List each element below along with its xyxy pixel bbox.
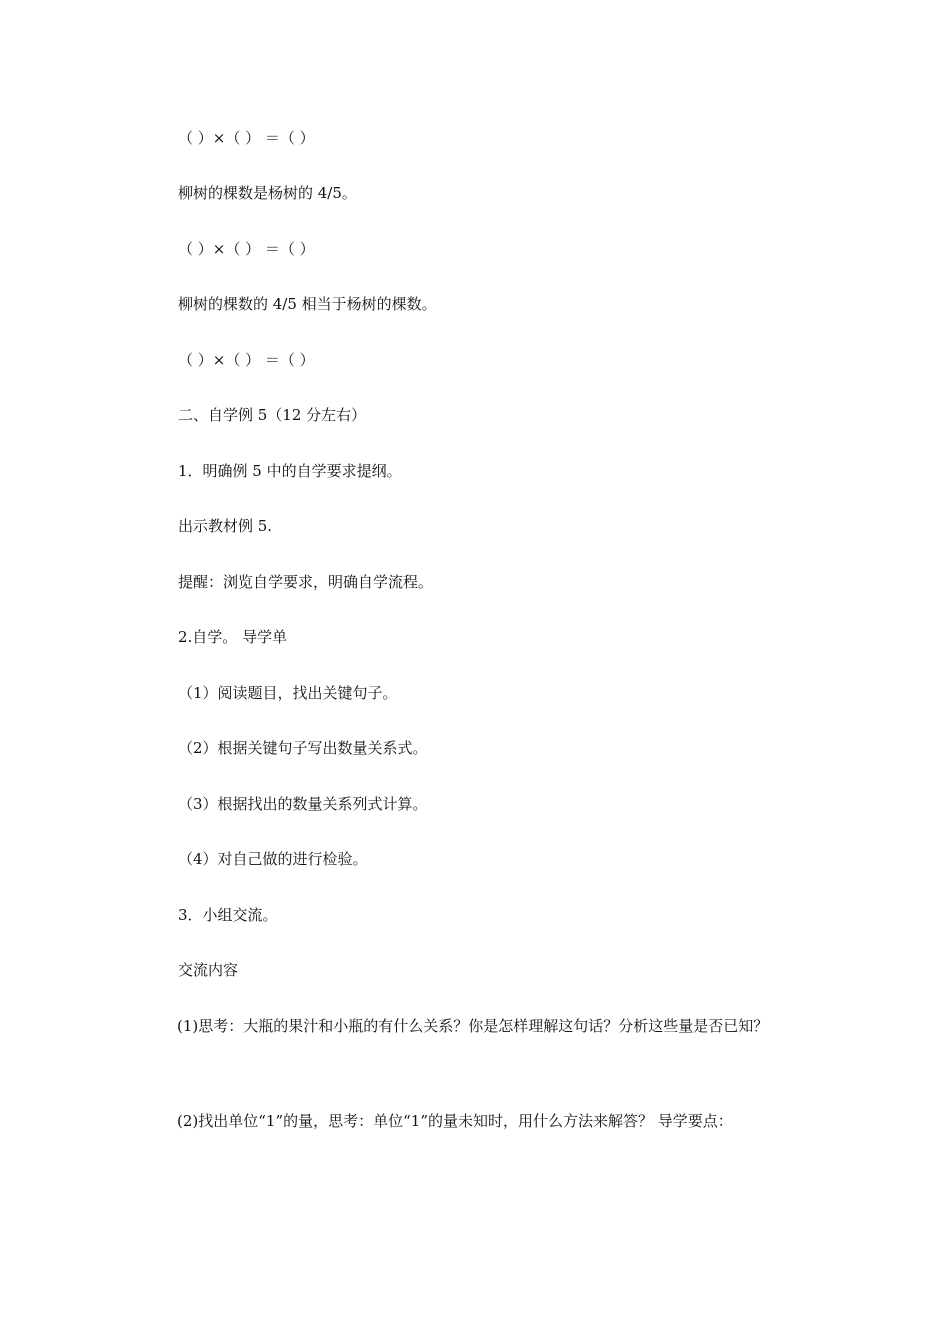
equation-blank-1: （ ）×（ ） ＝（ ） xyxy=(178,129,315,147)
text-line-exchange-content: 交流内容 xyxy=(178,961,239,979)
text-line-reminder: 提醒：浏览自学要求，明确自学流程。 xyxy=(178,573,434,591)
list-item-3: 3．小组交流。 xyxy=(178,906,278,924)
sub-item-4: （4）对自己做的进行检验。 xyxy=(178,850,368,868)
sub-item-3: （3）根据找出的数量关系列式计算。 xyxy=(178,795,428,813)
sub-item-1: （1）阅读题目，找出关键句子。 xyxy=(178,684,398,702)
section-heading-example-5: 二、自学例 5（12 分左右） xyxy=(178,406,367,424)
paragraph-think-1: (1)思考：大瓶的果汁和小瓶的有什么关系？你是怎样理解这句话？分析这些量是否已知？ xyxy=(177,1017,769,1035)
list-item-2: 2.自学。 导学单 xyxy=(178,628,288,646)
text-line-show-example: 出示教材例 5. xyxy=(178,517,273,535)
equation-blank-3: （ ）×（ ） ＝（ ） xyxy=(178,351,315,369)
equation-blank-2: （ ）×（ ） ＝（ ） xyxy=(178,240,315,258)
text-line-willow-ratio: 柳树的棵数是杨树的 4/5。 xyxy=(178,184,357,202)
list-item-1: 1．明确例 5 中的自学要求提纲。 xyxy=(178,462,402,480)
text-line-willow-equivalent: 柳树的棵数的 4/5 相当于杨树的棵数。 xyxy=(178,295,437,313)
sub-item-2: （2）根据关键句子写出数量关系式。 xyxy=(178,739,428,757)
paragraph-think-2: (2)找出单位“1”的量，思考：单位“1”的量未知时，用什么方法来解答？ 导学要点： xyxy=(177,1112,733,1130)
